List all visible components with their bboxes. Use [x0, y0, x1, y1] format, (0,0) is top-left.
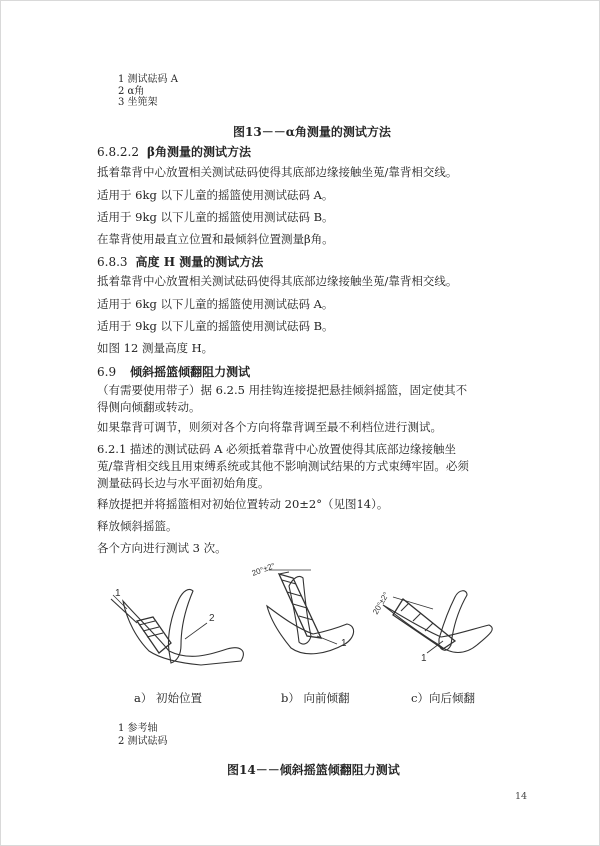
paragraph: （有需要使用带子）据 6.2.5 用挂钩连接提把悬挂倾斜摇篮，固定使其不得侧向倾翻或转动。: [97, 383, 468, 414]
section-heading: [97, 253, 263, 270]
legend-item: 2 α角: [118, 85, 145, 97]
legend-item: 1 参考轴: [118, 723, 158, 734]
paragraph: 适用于 6kg 以下儿童的摇篮使用测试砝码 A。: [97, 297, 334, 311]
fig14-caption: 图14－－倾斜摇篮倾翻阻力测试: [227, 763, 400, 777]
paragraph: 抵着靠背中心放置相关测试砝码使得其底部边缘接触坐莵/靠背相交线。: [97, 274, 458, 288]
legend-item: 3 坐篼架: [118, 97, 158, 108]
section-number: 6.9: [97, 365, 117, 379]
section-title: 高度 H 测量的测试方法: [135, 255, 264, 269]
paragraph: 释放提把并将摇篮相对初始位置转动 20±2°（见图14）。: [97, 497, 389, 511]
section-title: β角测量的测试方法: [146, 145, 251, 159]
fig14-drawing-backward: [370, 579, 503, 674]
paragraph: 释放倾斜摇篮。: [97, 519, 178, 533]
angle-label: 20°±2°: [250, 561, 277, 578]
fig13-caption: 图13－－α角测量的测试方法: [233, 125, 391, 139]
fig14-drawing-initial: [109, 581, 259, 676]
paragraph: 如果靠背可调节，则须对各个方向将靠背调至最不利档位进行测试。: [97, 420, 442, 434]
paragraph: 适用于 9kg 以下儿童的摇篮使用测试砝码 B。: [97, 319, 334, 333]
paragraph: 抵着靠背中心放置相关测试砝码使得其底部边缘接触坐莵/靠背相交线。: [97, 165, 458, 179]
legend-item: 2 测试砝码: [118, 735, 168, 747]
callout-1: 1: [421, 653, 427, 664]
subfigure-label-a: a） 初始位置: [134, 691, 203, 705]
subfigure-label-b: b） 向前倾翻: [281, 691, 350, 705]
subfigure-label-c: c）向后倾翻: [411, 691, 475, 705]
section-number: 6.8.3: [97, 255, 128, 269]
section-title: 倾斜摇篮倾翻阻力测试: [130, 365, 251, 379]
callout-1: 1: [341, 638, 347, 649]
angle-label: 20°±2°: [370, 590, 391, 616]
fig13-legend: [118, 74, 178, 109]
callout-2: 2: [209, 613, 215, 624]
section-heading: [97, 143, 251, 160]
paragraph: 适用于 9kg 以下儿童的摇篮使用测试砝码 B。: [97, 210, 334, 224]
paragraph: 各个方向进行测试 3 次。: [97, 541, 227, 555]
paragraph: 适用于 6kg 以下儿童的摇篮使用测试砝码 A。: [97, 188, 334, 202]
legend-item: 1 测试砝码 A: [118, 74, 178, 85]
paragraph: 在靠背使用最直立位置和最倾斜位置测量β角。: [97, 232, 334, 246]
paragraph: 6.2.1 描述的测试砝码 A 必须抵着靠背中心放置使得其底部边缘接触坐莵/靠背相交线且用束缚系统或其他不影响测试结果的方式束缚牢固。必须测量砝码长边与水平面初始角度。: [97, 442, 469, 490]
section-heading: [97, 363, 250, 380]
fig14-drawing-forward: [249, 561, 364, 666]
section-number: 6.8.2.2: [97, 145, 139, 159]
paragraph: 如图 12 测量高度 H。: [97, 341, 214, 355]
fig14-legend: [118, 723, 168, 747]
callout-1: 1: [115, 588, 121, 599]
page-number: 14: [515, 791, 528, 802]
